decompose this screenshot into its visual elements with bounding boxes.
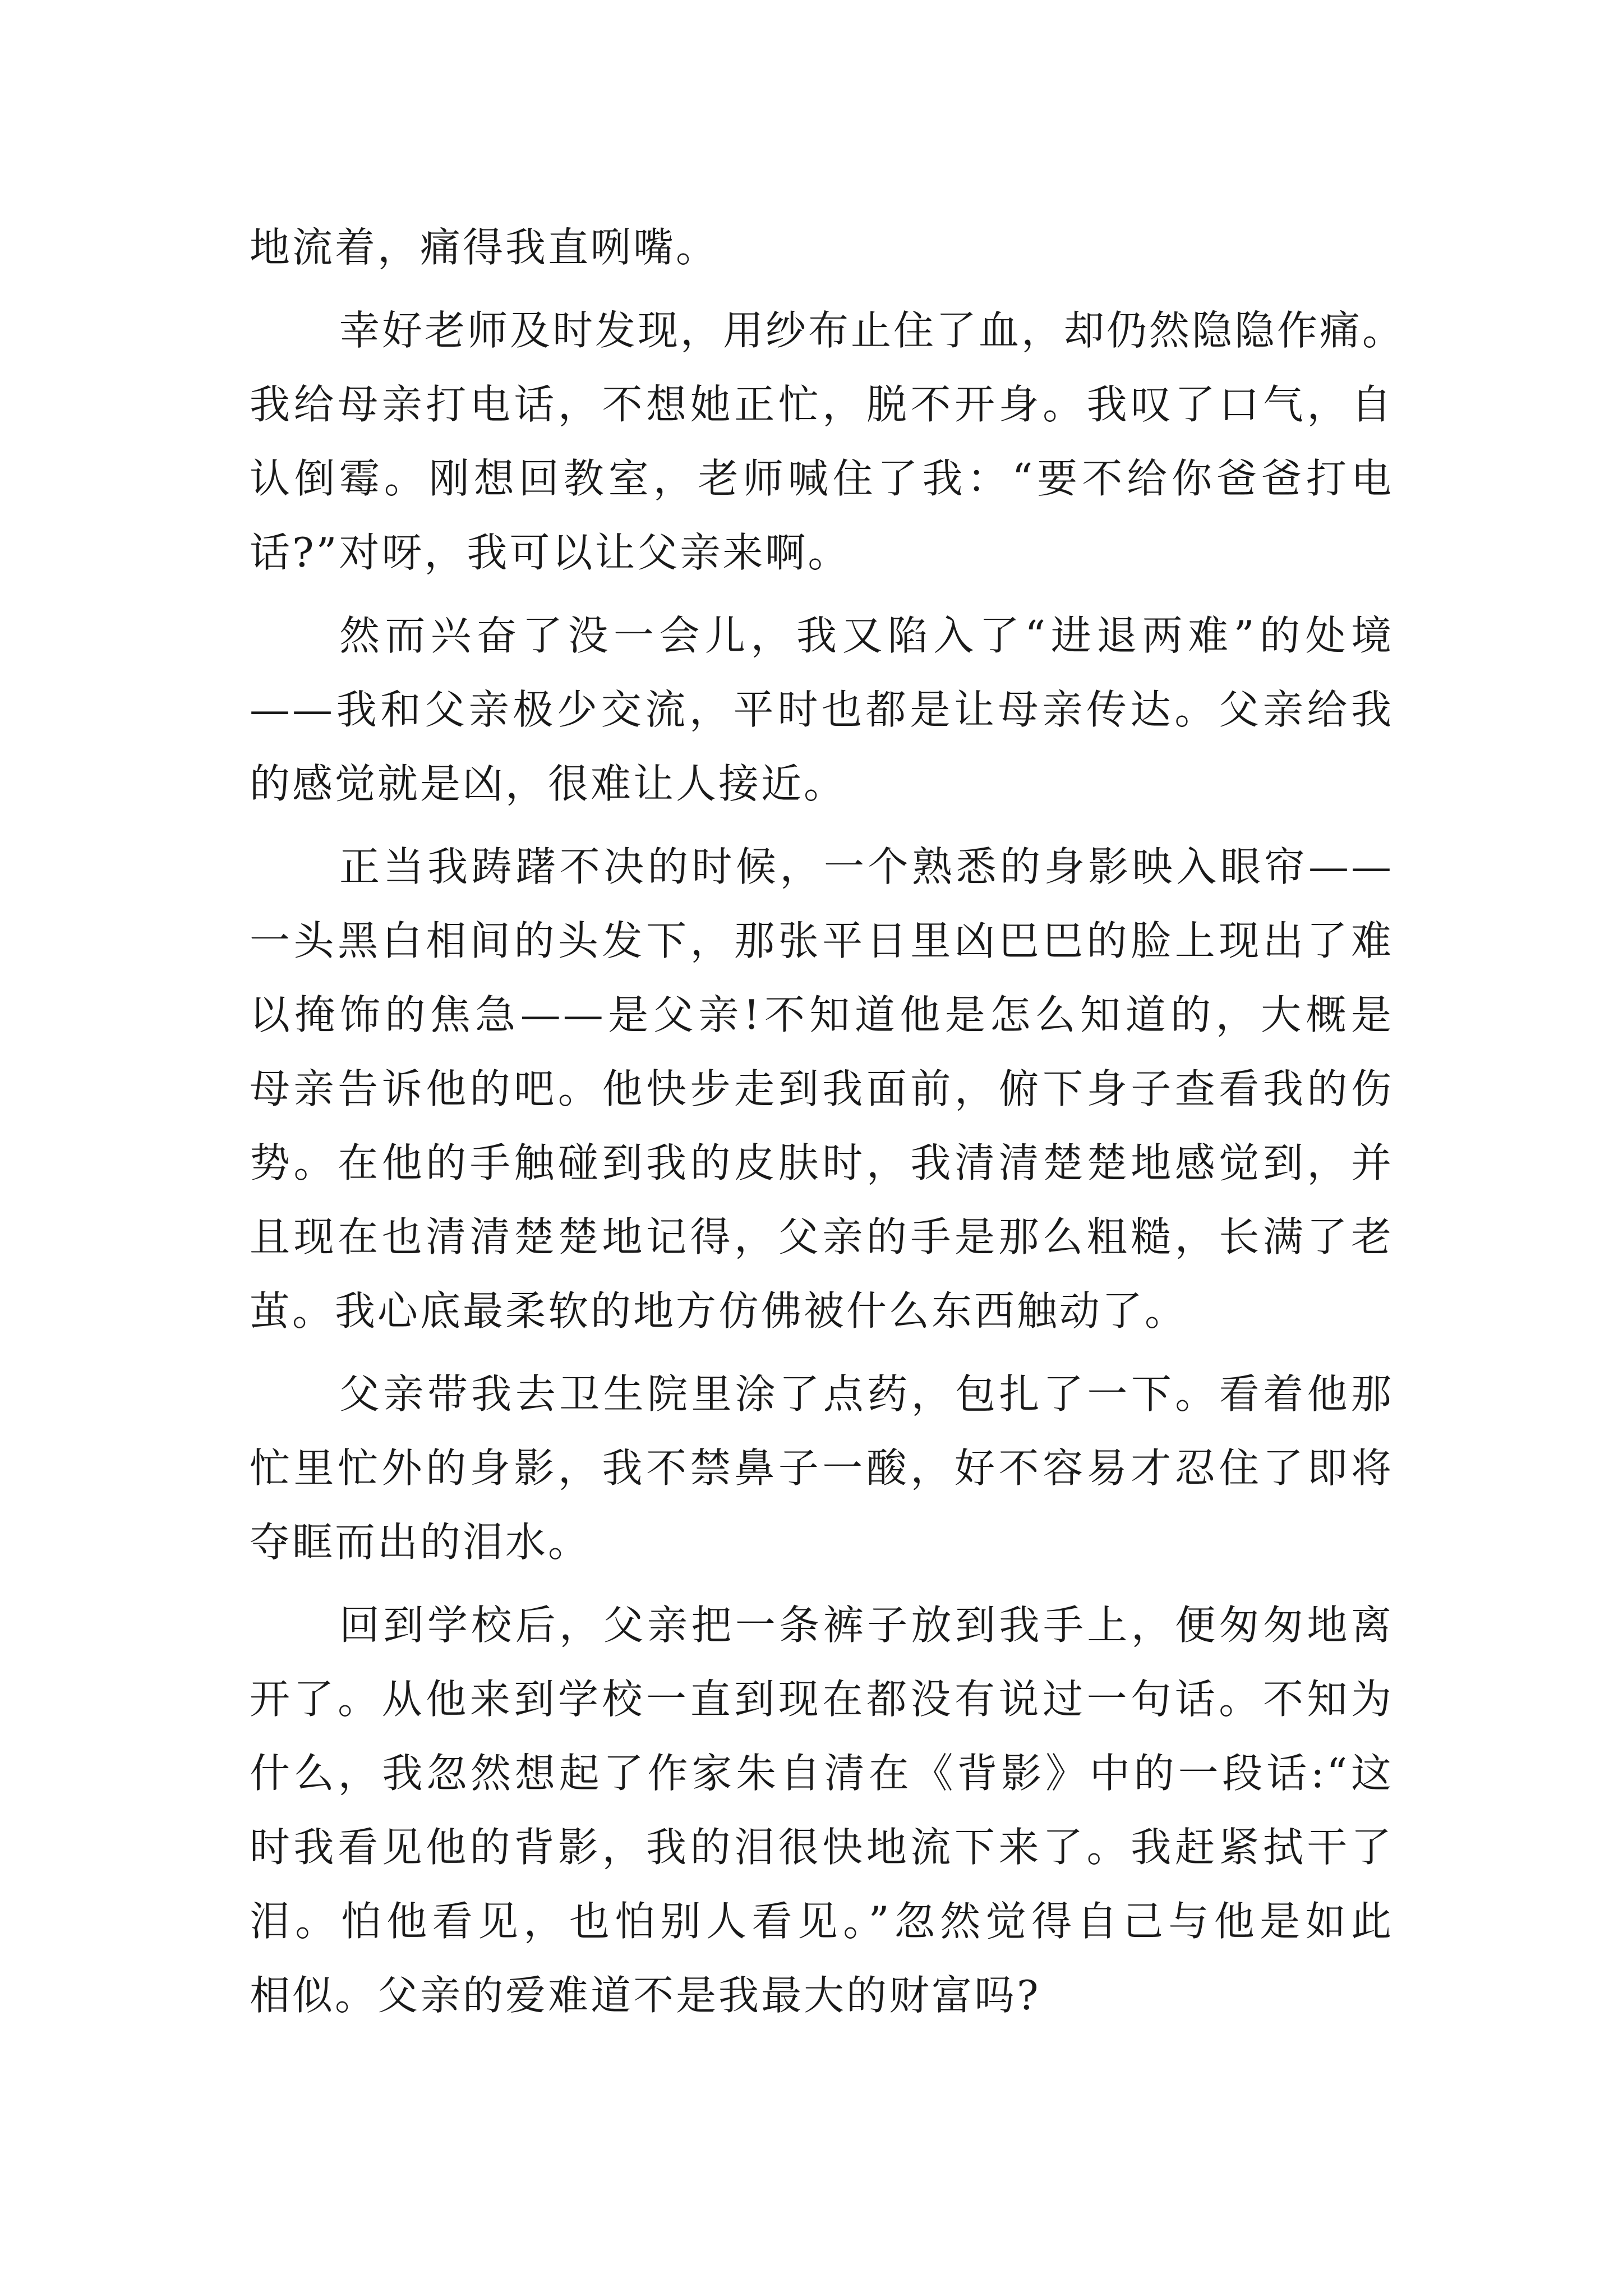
text-line: 泪。怕他看见，也怕别人看见。”忽然觉得自己与他是如此	[250, 1898, 1394, 1945]
text-line: 话?”对呀，我可以让父亲来啊。	[250, 529, 851, 576]
text-line: 正当我踌躇不决的时候，一个熟悉的身影映入眼帘——	[339, 843, 1394, 890]
text-line: 地流着，痛得我直咧嘴。	[250, 224, 719, 271]
text-line: 相似。父亲的爱难道不是我最大的财富吗?	[250, 1972, 1041, 2019]
text-line: 且现在也清清楚楚地记得，父亲的手是那么粗糙，长满了老	[250, 1213, 1394, 1260]
paragraph-5	[250, 1357, 1394, 1579]
paragraph-2	[250, 293, 1405, 590]
text-line: 父亲带我去卫生院里涂了点药，包扎了一下。看着他那	[339, 1370, 1394, 1418]
paragraph-4	[250, 830, 1394, 1348]
text-line: 什么，我忽然想起了作家朱自清在《背影》中的一段话:“这	[250, 1750, 1394, 1797]
text-line: 开了。从他来到学校一直到现在都没有说过一句话。不知为	[250, 1676, 1394, 1723]
text-line: 回到学校后，父亲把一条裤子放到我手上，便匆匆地离	[339, 1602, 1394, 1649]
text-line: 母亲告诉他的吧。他快步走到我面前，俯下身子查看我的伤	[250, 1065, 1394, 1112]
text-line: 一头黑白相间的头发下，那张平日里凶巴巴的脸上现出了难	[250, 917, 1394, 964]
paragraph-6	[250, 1588, 1394, 2032]
text-line: 夺眶而出的泪水。	[250, 1519, 591, 1566]
essay-body	[250, 210, 1405, 2032]
text-line: 茧。我心底最柔软的地方仿佛被什么东西触动了。	[250, 1287, 1188, 1335]
text-line: 认倒霉。刚想回教室，老师喊住了我：“要不给你爸爸打电	[250, 455, 1394, 502]
text-line: 势。在他的手触碰到我的皮肤时，我清清楚楚地感觉到，并	[250, 1139, 1394, 1186]
paragraph-3	[250, 599, 1394, 821]
text-line: 时我看见他的背影，我的泪很快地流下来了。我赶紧拭干了	[250, 1824, 1394, 1871]
text-line: ——我和父亲极少交流，平时也都是让母亲传达。父亲给我	[250, 686, 1394, 733]
text-line: 忙里忙外的身影，我不禁鼻子一酸，好不容易才忍住了即将	[250, 1444, 1394, 1492]
text-line: 的感觉就是凶，很难让人接近。	[250, 760, 847, 807]
paragraph-1	[250, 210, 1394, 284]
text-line: 以掩饰的焦急——是父亲!不知道他是怎么知道的，大概是	[250, 991, 1394, 1038]
text-line: 我给母亲打电话，不想她正忙，脱不开身。我叹了口气，自	[250, 381, 1394, 428]
text-line: 幸好老师及时发现，用纱布止住了血，却仍然隐隐作痛。	[339, 307, 1405, 354]
text-line: 然而兴奋了没一会儿，我又陷入了“进退两难”的处境	[339, 612, 1394, 659]
